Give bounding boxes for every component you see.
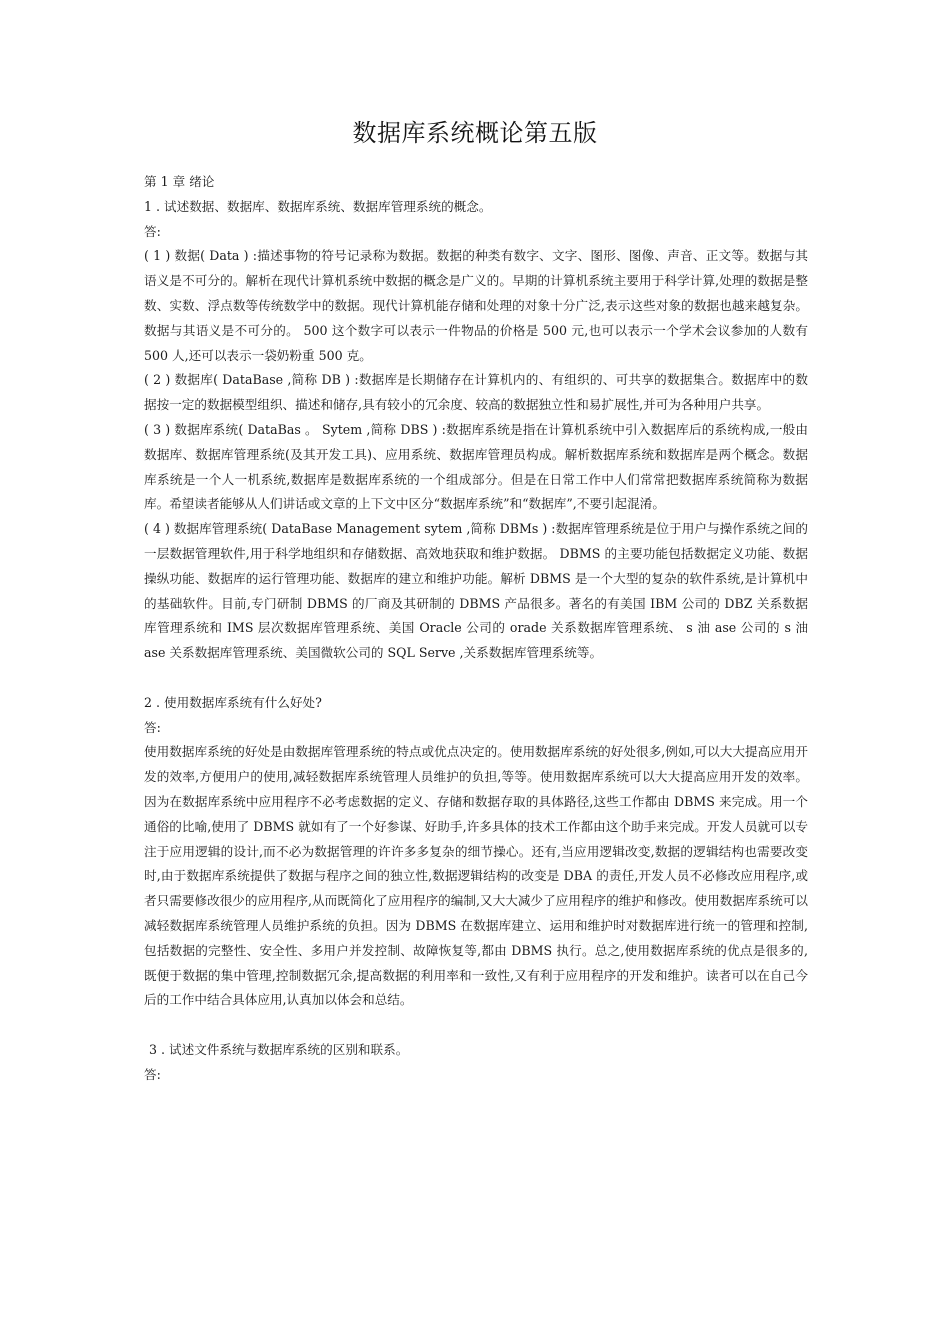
answer-1-paragraph-database: ( 2 ) 数据库( DataBase ,简称 DB ) :数据库是长期储存在计算机内的、有组织的、可共享的数据集合。数据库中的数据按一定的数据模型组织、描述和储存,具有较小的冗余度、较高的数据独立性和易扩展性,并可为各种用户共享。	[144, 372, 808, 413]
chapter-heading: 第 1 章 绪论	[144, 174, 215, 189]
answer-label-1: 答:	[144, 223, 161, 239]
paragraph-spacer	[144, 1013, 808, 1038]
question-3: 3 . 试述文件系统与数据库系统的区别和联系。	[149, 1041, 409, 1057]
paragraph-spacer	[144, 666, 808, 691]
question-1: 1 . 试述数据、数据库、数据库系统、数据库管理系统的概念。	[144, 198, 492, 214]
answer-label-2: 答:	[144, 719, 161, 735]
answer-1-paragraph-data: ( 1 ) 数据( Data ) :描述事物的符号记录称为数据。数据的种类有数字、文字、图形、图像、声音、正文等。数据与其语义是不可分的。解析在现代计算机系统中数据的概念是广义的。早期的计算机系统主要用于科学计算,处理的数据是整数、实数、浮点数等传统数学中的数据。现代计算机能存储和处理的对象十分广泛,表示这些对象的数据也越来越复杂。数据与其语义是不可分的。 500 这个数字可以表示一件物品的价格是 500 元,也可以表示一个学术会议参加的人数有 500 人,还可以表示一袋奶粉重 500 克。	[144, 248, 808, 363]
answer-2-paragraph: 使用数据库系统的好处是由数据库管理系统的特点或优点决定的。使用数据库系统的好处很多,例如,可以大大提高应用开发的效率,方便用户的使用,减轻数据库系统管理人员维护的负担,等等。使用数据库系统可以大大提高应用开发的效率。因为在数据库系统中应用程序不必考虑数据的定义、存储和数据存取的具体路径,这些工作都由 DBMS 来完成。用一个通俗的比喻,使用了 DBMS 就如有了一个好参谋、好助手,许多具体的技术工作都由这个助手来完成。开发人员就可以专注于应用逻辑的设计,而不必为数据管理的许许多多复杂的细节操心。还有,当应用逻辑改变,数据的逻辑结构也需要改变时,由于数据库系统提供了数据与程序之间的独立性,数据逻辑结构的改变是 DBA 的责任,开发人员不必修改应用程序,或者只需要修改很少的应用程序,从而既简化了应用程序的编制,又大大减少了应用程序的维护和修改。使用数据库系统可以减轻数据库系统管理人员维护系统的负担。因为 DBMS 在数据库建立、运用和维护时对数据库进行统一的管理和控制,包括数据的完整性、安全性、多用户并发控制、故障恢复等,都由 DBMS 执行。总之,使用数据库系统的优点是很多的,既便于数据的集中管理,控制数据冗余,提高数据的利用率和一致性,又有利于应用程序的开发和维护。读者可以在自己今后的工作中结合具体应用,认真加以体会和总结。	[144, 744, 808, 1008]
question-2: 2 . 使用数据库系统有什么好处?	[144, 694, 322, 710]
answer-1-paragraph-dbms: ( 4 ) 数据库管理系统( DataBase Management sytem ,简称 DBMs ) :数据库管理系统是位于用户与操作系统之间的一层数据管理软件,用于科学地组织和存储数据、高效地获取和维护数据。 DBMS 的主要功能包括数据定义功能、数据操纵功能、数据库的运行管理功能、数据库的建立和维护功能。解析 DBMS 是一个大型的复杂的软件系统,是计算机中的基础软件。目前,专门研制 DBMS 的厂商及其研制的 DBMS 产品很多。著名的有美国 IBM 公司的 DBZ 关系数据库管理系统和 IMS 层次数据库管理系统、美国 Oracle 公司的 orade 关系数据库管理系统、 s 油 ase 公司的 s 油 ase 关系数据库管理系统、美国微软公司的 SQL Serve ,关系数据库管理系统等。	[144, 521, 808, 661]
document-title: 数据库系统概论第五版	[352, 119, 598, 147]
answer-1-paragraph-dbs: ( 3 ) 数据库系统( DataBas 。 Sytem ,简称 DBS ) :数据库系统是指在计算机系统中引入数据库后的系统构成,一般由数据库、数据库管理系统(及其开发工具)、应用系统、数据库管理员构成。解析数据库系统和数据库是两个概念。数据库系统是一个人一机系统,数据库是数据库系统的一个组成部分。但是在日常工作中人们常常把数据库系统简称为数据库。希望读者能够从人们讲话或文章的上下文中区分“数据库系统”和“数据库”,不要引起混淆。	[144, 421, 808, 512]
document-body	[144, 170, 808, 1087]
answer-label-3: 答:	[144, 1066, 161, 1082]
